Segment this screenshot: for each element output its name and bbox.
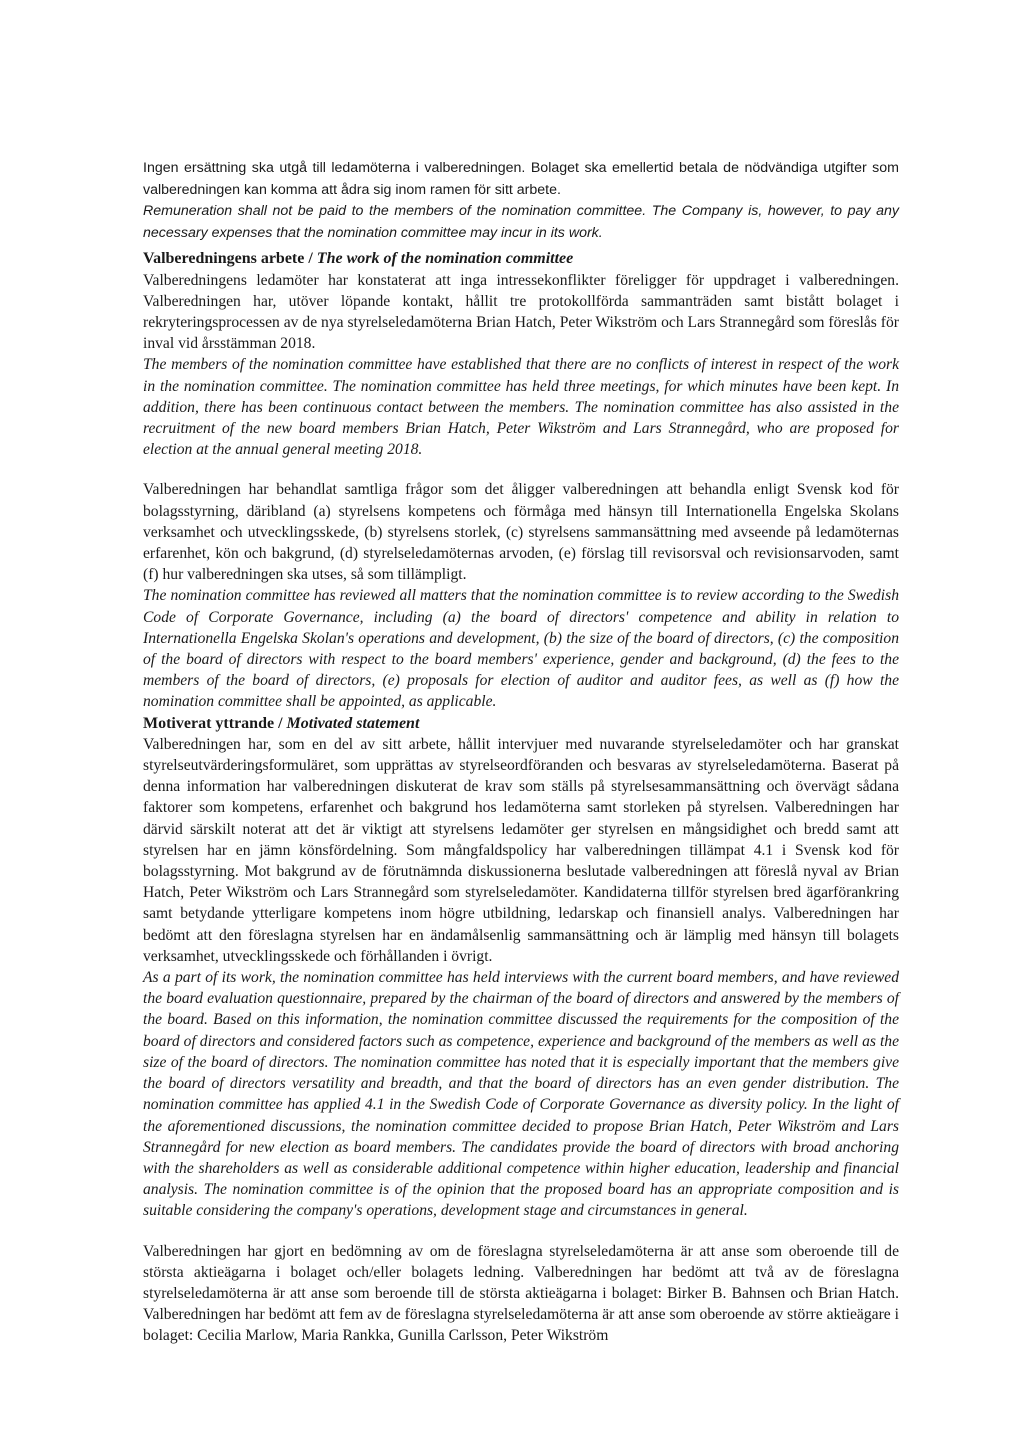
section-heading-work-en: The work of the nomination committee	[316, 250, 574, 268]
work-paragraph-en: The members of the nomination committee have established that there are no conflicts of interest in respect of the work in the nomination committee. The nomination committee has held three meetings, for which minutes have been kept. In addition, there has been continuous contact between the members. The nomination committee has also assisted in the recruitment of the new board members Brian Hatch, Peter Wikström and Lars Strannegård, who are proposed for election at the annual general meeting 2018.	[143, 356, 899, 459]
paragraph-spacer	[143, 1222, 899, 1241]
independence-paragraph-sv: Valberedningen har gjort en bedömning av om de föreslagna styrelseledamöterna är att anse som oberoende till de största aktieägarna i bolaget och/eller bolagets ledning. Valberedningen har bedömt att två av de föreslagna styrelseledamöterna är att anse som beroende till de största aktieägarna i bolaget: Birker B. Bahnsen och Brian Hatch. Valberedningen har bedömt att fem av de föreslagna styrelseledamöterna är att anse som oberoende av större aktieägare i bolaget: Cecilia Marlow, Maria Rankka, Gunilla Carlsson, Peter Wikström	[143, 1242, 899, 1345]
document-body	[143, 158, 899, 1347]
matters-paragraph-en: The nomination committee has reviewed all matters that the nomination committee is to review according to the Swedish Code of Corporate Governance, including (a) the board of directors' competence and ability in relation to Internationella Engelska Skolan's operations and development, (b) the size of the board of directors, (c) the composition of the board of directors with respect to the board members' experience, gender and background, (d) the fees to the members of the board of directors, (e) proposals for election of auditor and auditor fees, as well as (f) how the nomination committee shall be appointed, as applicable.	[143, 587, 899, 711]
statement-paragraph-sv: Valberedningen har, som en del av sitt arbete, hållit intervjuer med nuvarande styrelseledamöter och har granskat styrelseutvärderingsformuläret, som upprättas av styrelseordföranden och besvaras av styrelseledamöterna. Baserat på denna information har valberedningen diskuterat de krav som ställs på styrelsesammansättning och övervägt sådana faktorer som kompetens, erfarenhet och bakgrund hos ledamöterna samt storleken på styrelsen. Valberedningen har därvid särskilt noterat att det är viktigt att styrelsens ledamöter ger styrelsen en mångsidighet och bredd samt att styrelsen har en jämn könsfördelning. Som mångfaldspolicy har valberedningen tillämpat 4.1 i Svensk kod för bolagsstyrning. Mot bakgrund av de förutnämnda diskussionerna beslutade valberedningen att föreslå nyval av Brian Hatch, Peter Wikström och Lars Strannegård som styrelseledamöter. Kandidaterna tillför styrelsen bred ägarförankring samt betydande ytterligare kompetens inom högre utbildning, ledarskap och finansiell analys. Valberedningen har bedömt att den föreslagna styrelsen har en ändamålsenlig sammansättning och är lämplig med hänsyn till bolagets verksamhet, utvecklingsskede och förhållanden i övrigt.	[143, 735, 899, 965]
section-heading-statement-sv: Motiverat yttrande /	[143, 714, 287, 732]
section-heading-work-sv: Valberedningens arbete /	[143, 250, 317, 268]
remuneration-paragraph-en: Remuneration shall not be paid to the members of the nomination committee. The Company is, however, to pay any necessary expenses that the nomination committee may incur in its work.	[143, 203, 899, 241]
work-paragraph-sv: Valberedningens ledamöter har konstaterat att inga intressekonflikter föreligger för uppdraget i valberedningen. Valberedningen har, utöver löpande kontakt, hållit tre protokollförda sammanträden samt bistått bolaget i rekryteringsprocessen av de nya styrelseledamöterna Brian Hatch, Peter Wikström och Lars Strannegård som föreslås för inval vid årsstämman 2018.	[143, 271, 899, 353]
matters-paragraph-sv: Valberedningen har behandlat samtliga frågor som det åligger valberedningen att behandla enligt Svensk kod för bolagsstyrning, däribland (a) styrelsens kompetens och förmåga med hänsyn till Internationella Engelska Skolans verksamhet och utvecklingsskede, (b) styrelsens storlek, (c) styrelsens sammansättning med avseende på ledamöternas erfarenhet, kön och bakgrund, (d) styrelseledamöternas arvoden, (e) förslag till revisorsval och revisionsarvoden, samt (f) hur valberedningen ska utses, så som tillämpligt.	[143, 481, 899, 584]
remuneration-paragraph-sv: Ingen ersättning ska utgå till ledamöterna i valberedningen. Bolaget ska emellertid betala de nödvändiga utgifter som valberedningen kan komma att ådra sig inom ramen för sitt arbete.	[143, 160, 899, 198]
section-heading-work	[143, 248, 899, 269]
section-heading-statement-en: Motivated statement	[286, 714, 420, 732]
paragraph-spacer	[143, 460, 899, 479]
statement-paragraph-en: As a part of its work, the nomination committee has held interviews with the current board members, and have reviewed the board evaluation questionnaire, prepared by the chairman of the board of directors and answered by the members of the board. Based on this information, the nomination committee discussed the requirements for the composition of the board of directors and considered factors such as competence, experience and background of the members as well as the size of the board of directors. The nomination committee has noted that it is especially important that the members give the board of directors versatility and breadth, and that the board of directors has an even gender distribution. The nomination committee has applied 4.1 in the Swedish Code of Corporate Governance as diversity policy. In the light of the aforementioned discussions, the nomination committee decided to propose Brian Hatch, Peter Wikström and Lars Strannegård for new election as board members. The candidates provide the board of directors with broad anchoring with the shareholders as well as considerable additional competence within higher education, leadership and financial analysis. The nomination committee is of the opinion that the proposed board has an appropriate composition and is suitable considering the company's operations, development stage and circumstances in general.	[143, 969, 899, 1220]
remuneration-block	[143, 158, 899, 244]
section-heading-statement	[143, 713, 899, 734]
